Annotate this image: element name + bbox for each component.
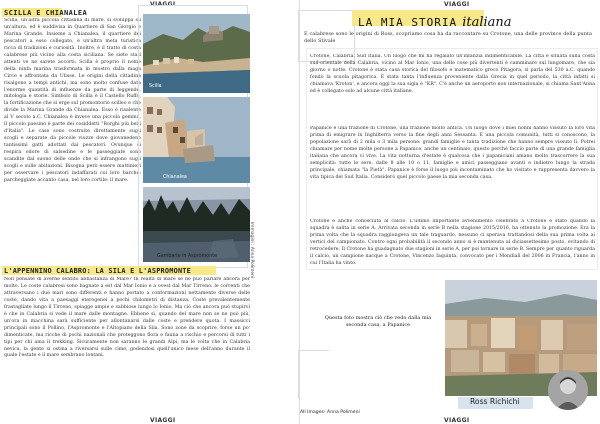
author-avatar xyxy=(548,370,588,410)
page-title-text: LA MIA STORIA xyxy=(358,16,458,29)
story-paragraph: Crotone è anche conosciuta al calcio. L'ultimo importante avvenimento celebrato a Crotone è stato quando la squadra è salita in serie A. Arrivata seconda in serie B nella stagione 2015/2016, ha ottenuto la promozione. Era la prima volta che la squadra raggiungeva un tale traguardo, nessuno ci sperava trattandosi della sua prima volta ai vertici del campionato. Contro ogni probabilità il secondo anno si è mantenuta al diciassettesimo posto, evitando di retrocedere. Il Crotone ha guadagnato due stagioni in serie A, per poi tornare in serie B. Sempre per quanto riguarda il calcio, un campione nacque a Crotone, Vincenzo Iaquinta, convocato per i Mondiali del 2006 in Francia, l'anno in cui l'Italia ha vinto. xyxy=(310,219,595,266)
page-title-script: italiana xyxy=(462,15,512,30)
section-title-scilla: SCILLA E CHIANALEA xyxy=(4,9,88,17)
scilla-body: Scilla, un'altra piccola cittadina di mare, si sviluppa su un'altura, ed è suddivisa in Quartiere di San Giorgio e Marina Grande. Insieme a Chianalea, il quartiere dei pescatori a esso collegato, è un'altra meta turistica ricca di tradizioni e curiosità. Inoltre, è il tratto di costa calabrese più vicino alla costa siciliana. Se siete stati attenti ve ne sarete accorti: Scilla è proprio il nome della ninfa marina trasformata in mostro dalla maga Circe e affrontata da Ulisse. Le origini della cittadina risalgono a tempi antichi, ma sono molto confuse data l'enorme quantità di influenze da parte di leggende, mitologia e storie. Simbolo di Scilla è il Castello Ruffo, la fortificazione che si erge sul promontorio scilleo e che divide la Marina Grande da Chianalea. Esso è risalente al V secolo a.C. Chianalea è invece una piccola gemma, il piccolo paesino è parte dei cosiddetti "Borghi più belli d'Italia". Le case sono costruite direttamente sugli scogli e separate da piccole viuzze dove giovanedeno tantissimi gatti adottati dai pescatori. Ovunque si respira odore di salsedine e le passeggiate sono scandite dal suono delle onde che si infrangono sugli scogli e sulle abitazioni. Bisogna però essere mattinieri per osservare i pescatori indaffarati coi loro barche: parcheggiate accanto casa, nel loro cortile: il mare. xyxy=(4,18,141,183)
images-credit: All Images- Anna Polimeni xyxy=(300,410,360,415)
footer-brand: VIAGGI xyxy=(444,417,470,424)
photo-caption: Questa foto mostra ciò che vedo dalla mia seconda casa, a Papanice xyxy=(324,315,432,328)
right-page xyxy=(300,0,600,424)
scilla-image xyxy=(143,14,250,93)
photo-credit-vertical: Immagini : Anna Polimeni xyxy=(249,222,254,279)
author-name: Ross Richichi xyxy=(470,397,520,406)
photo-chianalea xyxy=(143,97,250,183)
section-title-aspromonte: L'APPENNINO CALABRO: LA SILA E L'ASPROMONTE xyxy=(4,267,191,275)
story-paragraph: Crotone, Calabria. Sud Italia. Un luogo che mi ha regalato un'infanzia indimenticabile. La città è situata sulla costa sud-orientale della Calabria, vicino al Mar Ionio, una delle cose più divertenti è camminare sul lungomare, che sia giorno o notte. Crotone è stata casa storica del filosofo e matematico greco Pitagora, si parla del 530 a.C. quando fondò la scuola pitagorica. È stata tanta l'influenza proveniente dalla Grecia in quel periodo, la città infatti si chiamava 'Kroton', e ancora oggi la sua sigla è "KR". C'è anche un aeroporto non internazionale, si chiama Sant'Anna ed è collegato solo ad alcune città italiane. xyxy=(310,54,595,94)
chianalea-image xyxy=(143,97,250,183)
story-paragraph: Papanice è una frazione di Crotone, una frazione molto antica. Un luogo dove i miei nonni hanno vissuto la loro vita prima di emigrare in Inghilterra verso la fine degli anni Sessanta. È una piccola comunità, tutti si conoscono, la popolazione sarà di 2 mila o 3 mila persone: grandi famiglie e tanta tradizione che hanno sempre vissuto lì. Potrei chiamare per nome molte persone a Papanice, anche un centinaio, questo perché faccio parte di una grande famiglia italiana che ancora ci vive. La vita notturna d'estate è qualcosa che i papaniciani amano molto trascorrere la sua semplicità: tutte le sere, dalle 8 alle 10 o 11, famiglie e amici passeggiano avanti e indietro lungo la strada principale, chiamata "la Pietà". Papanice è forse il luogo più incontaminato che ho visitato e rappresenta davvero la vita tipica del Sud Italia. Considero quel piccolo paese la mia seconda casa. xyxy=(310,126,595,180)
decor-border xyxy=(298,350,329,399)
photo-scilla xyxy=(143,14,250,93)
photo-caption: Gambarie in Aspromonte xyxy=(157,254,218,259)
photo-caption: Chianalea xyxy=(163,175,187,180)
intro-text: È calabrese sono le origini di Ross, scopriamo cosa ha da raccontare su Crotone, una delle province della punta dello Stivale xyxy=(304,31,592,44)
footer-brand: VIAGGI xyxy=(150,417,176,424)
avatar-image xyxy=(548,370,588,410)
header-brand: VIAGGI xyxy=(150,1,176,8)
header-brand: VIAGGI xyxy=(444,1,470,8)
aspromonte-body: Non pensate di averne sentito abbastanza di Mare? In realtà di mare se ne può parlare ancora per molto. Le coste calabresi sono bagnate a est dal Mar Ionio e a ovest dal Mar Tirreno: le correnti che attraversano i due mari sono differenti e hanno portato a conformazioni nettamente diverse delle coste, dando vita a paesaggi eterogenei a pochi chilometri di distanza. Coste prevalentemente frastagliate lungo il Tirreno, spiagge ampie e sabbiose lungo lo Ionio. Ma ciò che ancora può stupirvi è che in Calabria si vede il mare dalle montagne. Ebbene sì, quando del mare non se ne può più, un'ora in macchina sarà sufficiente per allontanarsi dalle coste e prendere quota. I massicci principali sono il Pollino, l'Aspromonte e l'Altopiano della Sila. Sono zone da scoprire, forse un po' dimenticate, ma ricche di pochi nazionali che proteggono flora e fauna a rischio e percorsi di tutti i tipi per chi ama il trekking. Sicuramente non saranno le grandi Alpi, ma le volte che in Calabria nevica, la gente si ostina a riversarsi sulle cime, godendosi quell'unico mese dell'anno durante il quale l'estate e il mare sembrano lontani. xyxy=(4,277,250,359)
photo-caption: Scilla xyxy=(149,84,162,89)
photo-gambarie xyxy=(143,187,250,262)
gambarie-image xyxy=(143,187,250,262)
page-title xyxy=(358,11,512,30)
